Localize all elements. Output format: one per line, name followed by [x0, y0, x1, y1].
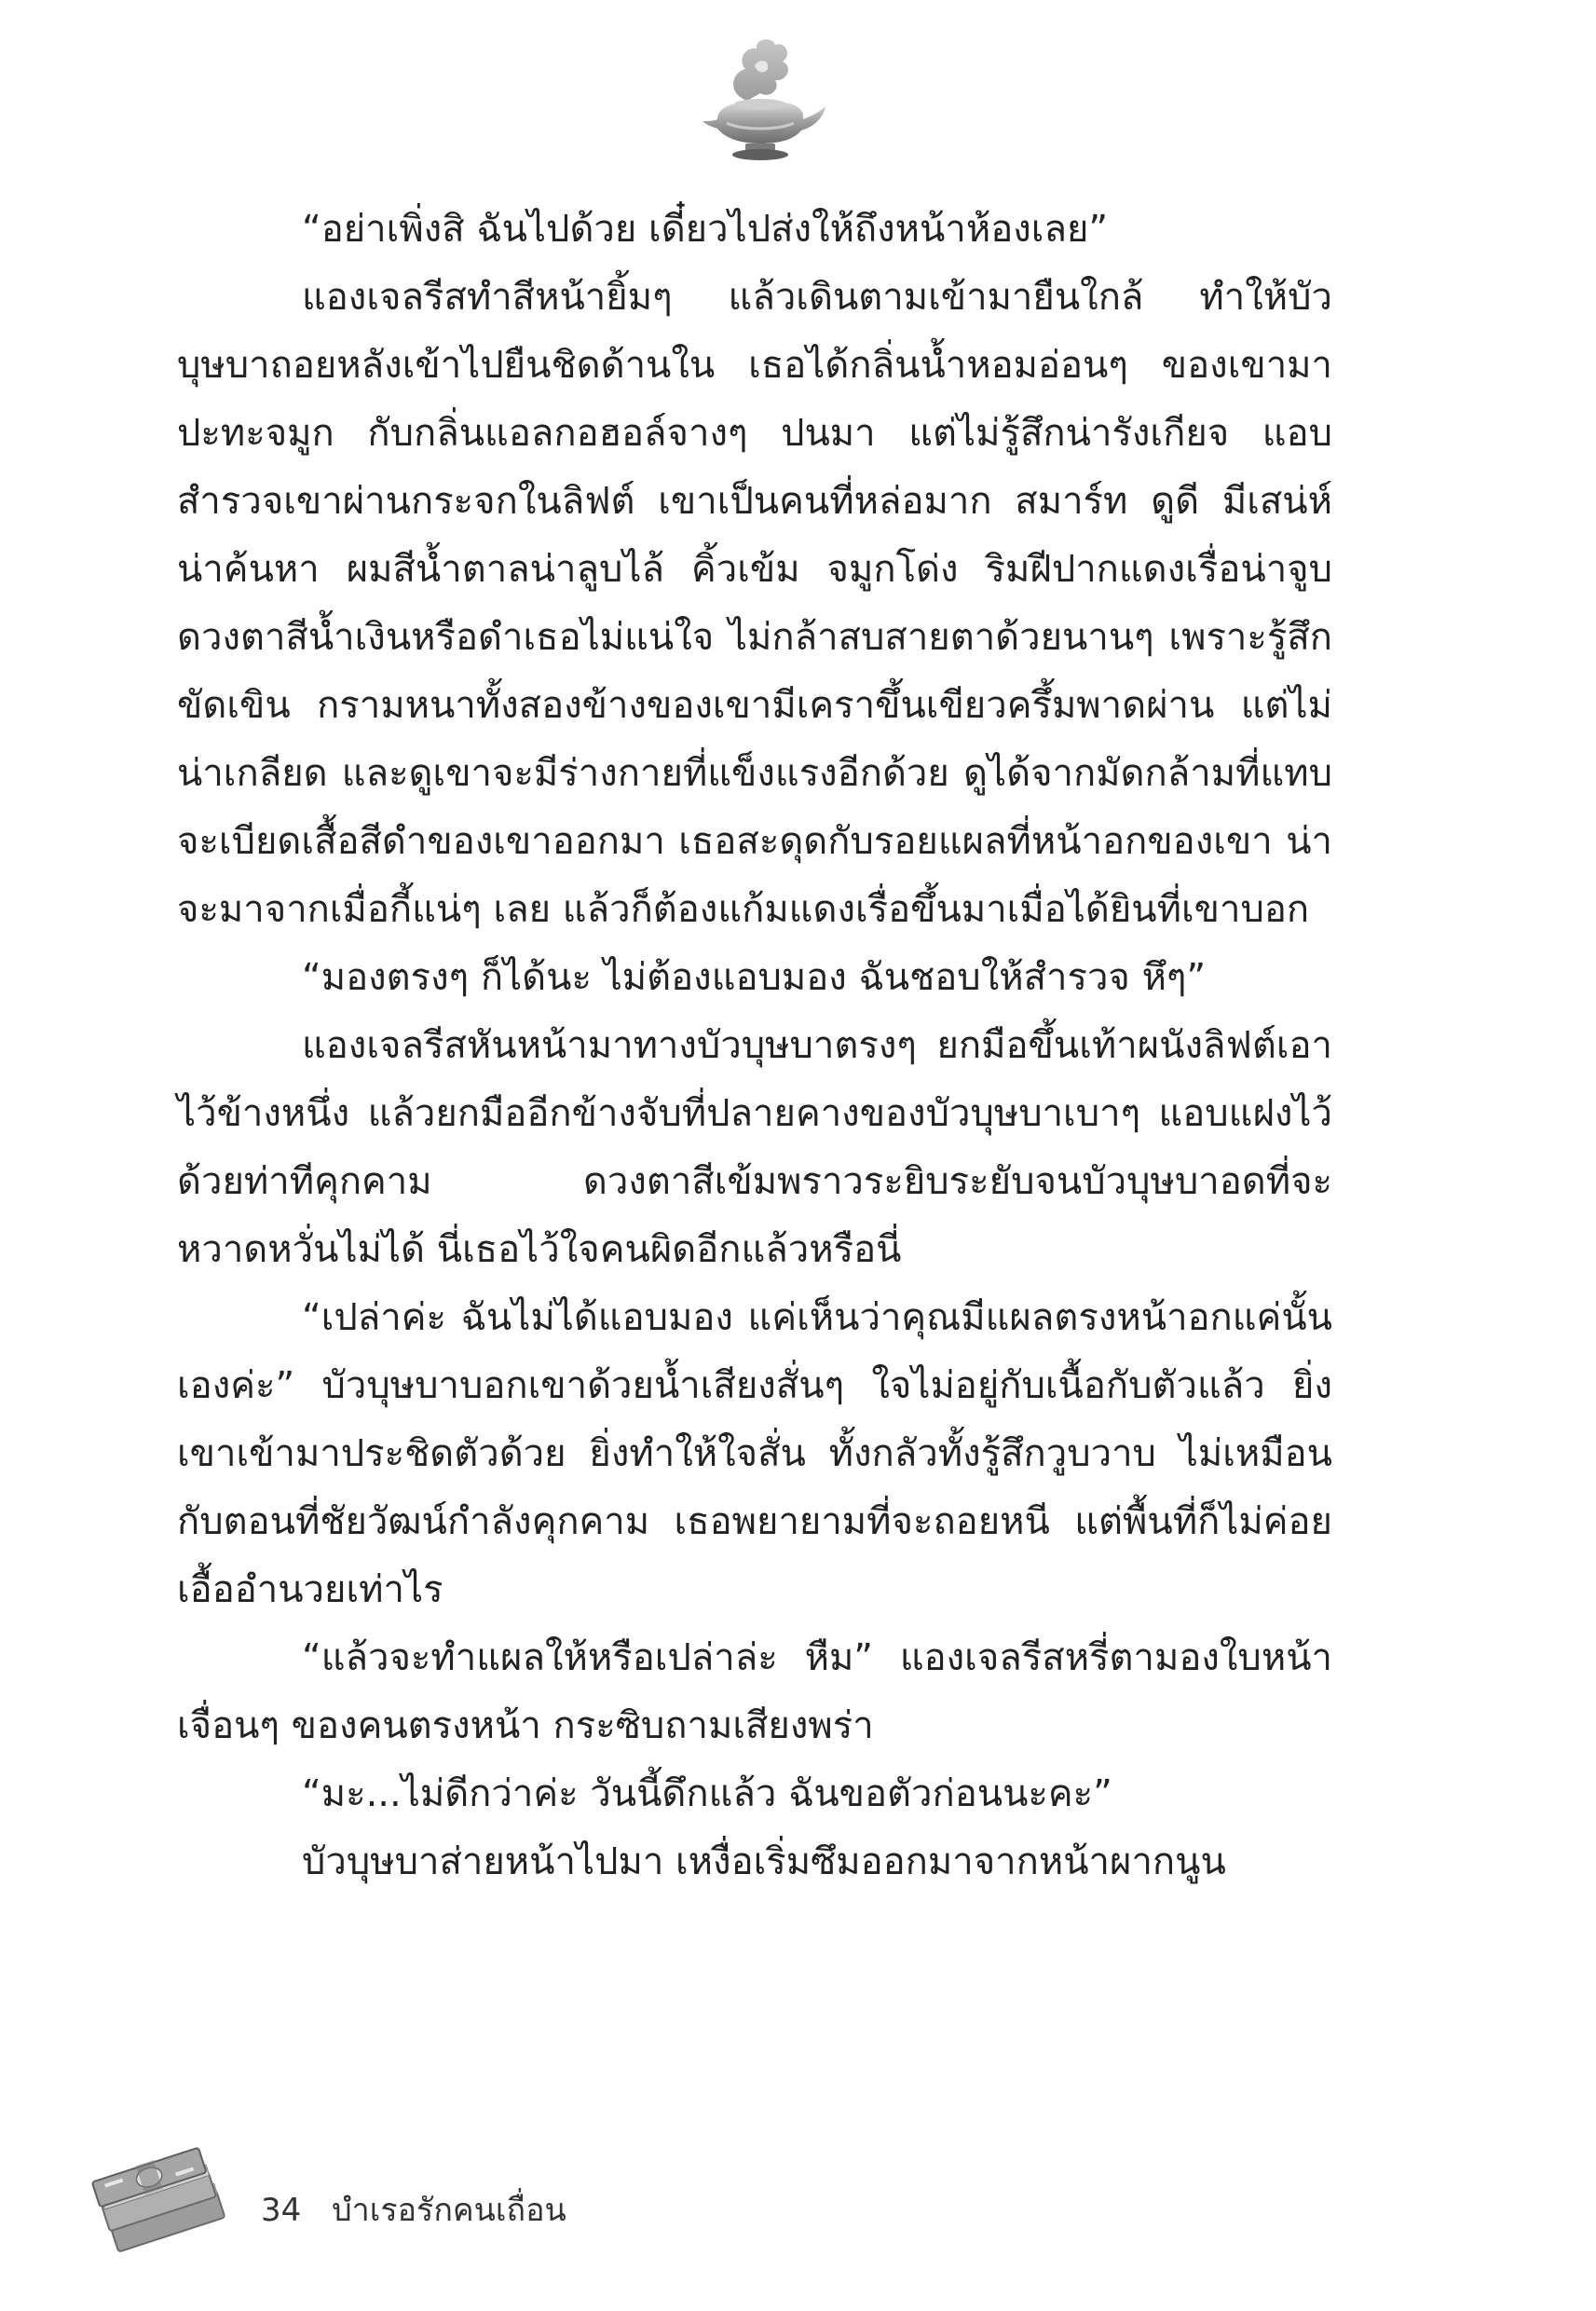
paragraph: แองเจลรีสทำสีหน้ายิ้มๆ แล้วเดินตามเข้ามายืนใกล้ ทำให้บัวบุษบาถอยหลังเข้าไปยืนชิดด้านใน เธอได้กลิ่นน้ำหอมอ่อนๆ ของเขามาปะทะจมูก กับกลิ่นแอลกอฮอล์จางๆ ปนมา แต่ไม่รู้สึกน่ารังเกียจ แอบสำรวจเขาผ่านกระจกในลิฟต์ เขาเป็นคนที่หล่อมาก สมาร์ท ดูดี มีเสน่ห์ น่าค้นหา ผมสีน้ำตาลน่าลูบไล้ คิ้วเข้ม จมูกโด่ง ริมฝีปากแดงเรื่อน่าจูบ ดวงตาสีน้ำเงินหรือดำเธอไม่แน่ใจ ไม่กล้าสบสายตาด้วยนานๆ เพราะรู้สึกขัดเขิน กรามหนาทั้งสองข้างของเขามีเคราขึ้นเขียวครึ้มพาดผ่าน แต่ไม่น่าเกลียด และดูเขาจะมีร่างกายที่แข็งแรงอีกด้วย ดูได้จากมัดกล้ามที่แทบจะเบียดเสื้อสีดำของเขาออกมา เธอสะดุดกับรอยแผลที่หน้าอกของเขา น่าจะมาจากเมื่อกี้แน่ๆ เลย แล้วก็ต้องแก้มแดงเรื่อขึ้นมาเมื่อได้ยินที่เขาบอก: [177, 276, 1332, 931]
page-number: 34: [261, 2192, 302, 2229]
paragraph: “เปล่าค่ะ ฉันไม่ได้แอบมอง แค่เห็นว่าคุณมีแผลตรงหน้าอกแค่นั้นเองค่ะ” บัวบุษบาบอกเขาด้วยน้ำเสียงสั่นๆ ใจไม่อยู่กับเนื้อกับตัวแล้ว ยิ่งเขาเข้ามาประชิดตัวด้วย ยิ่งทำให้ใจสั่น ทั้งกลัวทั้งรู้สึกวูบวาบ ไม่เหมือนกับตอนที่ชัยวัฒน์กำลังคุกคาม เธอพยายามที่จะถอยหนี แต่พื้นที่ก็ไม่ค่อยเอื้ออำนวยเท่าไร: [177, 1296, 1332, 1611]
book-title: บำเรอรักคนเถื่อน: [332, 2192, 566, 2229]
paragraph: บัวบุษบาส่ายหน้าไปมา เหงื่อเริ่มซึมออกมาจากหน้าผากนูน: [302, 1840, 1226, 1883]
body-text: [177, 196, 1332, 1896]
paragraph: “แล้วจะทำแผลให้หรือเปล่าล่ะ หืม” แองเจลรีสหรี่ตามองใบหน้าเจื่อนๆ ของคนตรงหน้า กระซิบถามเสียงพร่า: [177, 1636, 1332, 1747]
lamp-with-genie-icon: [689, 28, 829, 168]
money-stack-icon: [86, 2143, 235, 2255]
paragraph: “มะ...ไม่ดีกว่าค่ะ วันนี้ดึกแล้ว ฉันขอตัวก่อนนะคะ”: [302, 1772, 1112, 1815]
paragraph: แองเจลรีสหันหน้ามาทางบัวบุษบาตรงๆ ยกมือขึ้นเท้าผนังลิฟต์เอาไว้ข้างหนึ่ง แล้วยกมืออีกข้างจับที่ปลายคางของบัวบุษบาเบาๆ แอบแฝงไว้ด้วยท่าทีคุกคาม ดวงตาสีเข้มพราวระยิบระยับจนบัวบุษบาอดที่จะหวาดหวั่นไม่ได้ นี่เธอไว้ใจคนผิดอีกแล้วหรือนี่: [177, 1024, 1332, 1271]
paragraph: “มองตรงๆ ก็ได้นะ ไม่ต้องแอบมอง ฉันชอบให้สำรวจ หึๆ”: [302, 956, 1207, 999]
paragraph: “อย่าเพิ่งสิ ฉันไปด้วย เดี๋ยวไปส่งให้ถึงหน้าห้องเลย”: [302, 208, 1109, 251]
page-footer: [261, 2192, 566, 2229]
